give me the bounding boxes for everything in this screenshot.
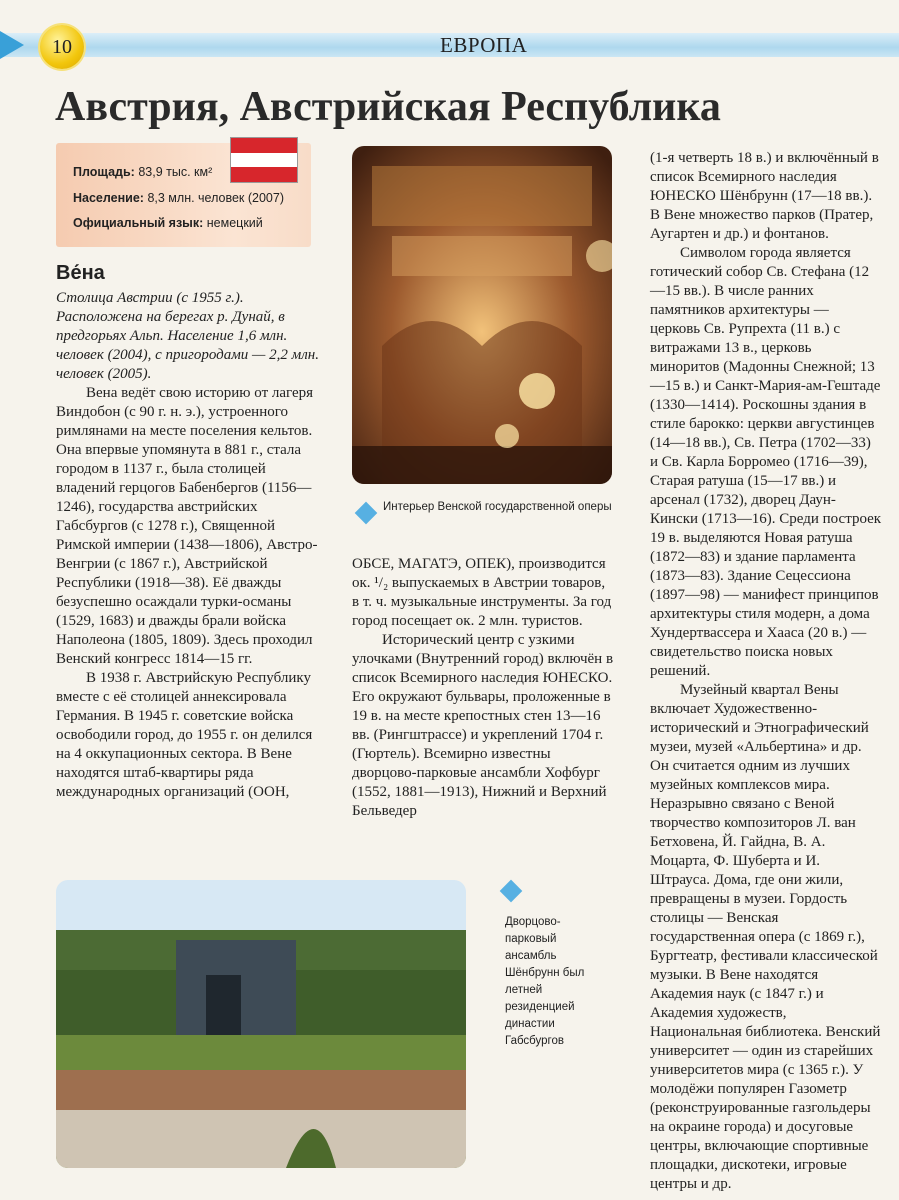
austria-flag-icon	[230, 137, 298, 183]
column-1	[56, 289, 319, 802]
section-title: ЕВРОПА	[440, 33, 528, 57]
economy-paragraph: ОБСЕ, МАГАТЭ, ОПЕК), производится ок. ¹/₂ выпускаемых в Австрии товаров, в т. ч. музыкальные инструменты. За год город посещает ок. 2 млн. туристов.	[352, 556, 612, 629]
header-arrow-icon	[0, 31, 24, 59]
population-label: Население:	[73, 191, 144, 205]
population-fact	[73, 191, 284, 205]
column-3	[650, 149, 882, 1194]
language-fact	[73, 216, 263, 230]
area-value: 83,9 тыс. км²	[138, 165, 213, 179]
population-value: 8,3 млн. человек (2007)	[147, 191, 285, 205]
caption-marker-icon	[500, 880, 523, 903]
opera-caption: Интерьер Венской государственной оперы	[383, 501, 612, 513]
parks-paragraph: (1-я четверть 18 в.) и включённый в список Всемирного наследия ЮНЕСКО Шёнбрунн (17—18 вв.). В Вене множество парков (Пратер, Аугартен и др.) и фонтанов.	[650, 150, 879, 242]
history-paragraph: Вена ведёт свою историю от лагеря Виндобон (с 90 г. н. э.), устроенного римлянами на месте поселения кельтов. Она впервые упомянута в 881 г., стала городом в 1137 г., была столицей владений герцогов Бабенбергов (1156—1246), государства австрийских Габсбургов (с 1278 г.), Священной Римской империи (1438—1806), Австро-Венгрии (с 1867 г.), Австрийской Республики (1918—38). Её дважды безуспешно осаждали турки-османы (1529, 1683) и дважды брали войска Наполеона (1805, 1809). Здесь проходил Венский конгресс 1814—15 гг.	[56, 385, 318, 667]
city-heading: Ве́на	[56, 262, 105, 284]
opera-interior-photo	[352, 146, 612, 484]
modern-history-paragraph: В 1938 г. Австрийскую Республику вместе с её столицей аннексировала Германия. В 1945 г. советские войска освободили город, до 1955 г. он делился на 4 оккупационных сектора. В Вене находятся штаб-квартиры ряда международных организаций (ООН,	[56, 670, 313, 800]
column-2	[352, 555, 614, 821]
page-title: Австрия, Австрийская Республика	[55, 84, 721, 130]
language-value: немецкий	[206, 216, 263, 230]
historic-center-paragraph: Исторический центр с узкими улочками (Внутренний город) включён в список Всемирного наследия ЮНЕСКО. Его окружают бульвары, проложенные в 19 в. на месте крепостных стен 13—16 вв. (Рингштрассе) и укреплений 1704 г. (Гюртель). Всемирно известны дворцово-парковые ансамбли Хофбург (1552, 1881—1913), Нижний и Верхний Бельведер	[352, 632, 614, 819]
museums-paragraph: Музейный квартал Вены включает Художественно-исторический и Этнографический музеи, музей «Альбертина» и др. Он считается одним из лучших музейных комплексов мира. Неразрывно связано с Веной творчество композиторов Л. ван Бетховена, Й. Гайдна, В. А. Моцарта, Ф. Шуберта и И. Штрауса. Дома, где они жили, превращены в музеи. Гордость столицы — Венская государственная опера (с 1869 г.), Бургтеатр, фестивали классической музыки. В Вене находятся Академия наук (с 1847 г.) и Академия художеств, Национальная библиотека. Венский университет — один из старейших университетов мира (с 1365 г.). У молодёжи популярен Газометр (реконструированные газгольдеры на окраине города) и досуговые центры, включающие спортивные площадки, дискотеки, игровые центры и др.	[650, 682, 881, 1192]
city-intro: Столица Австрии (с 1955 г.). Расположена на берегах р. Дунай, в предгорьях Альп. Население 1,6 млн. человек (2004), с пригородами — 2,2 млн. человек (2005).	[56, 290, 319, 382]
caption-marker-icon	[355, 502, 378, 525]
architecture-paragraph: Символом города является готический собор Св. Стефана (12—15 вв.). В числе ранних памятников архитектуры — церковь Св. Рупрехта (11 в.) с витражами 13 в., церковь миноритов (Мадонны Снежной; 13—15 в.) и Санкт-Мария-ам-Гештаде (1330—1414). Роскошны здания в стиле барокко: церкви августинцев (14—18 вв.), Св. Петра (1702—33) и Св. Карла Борромео (1716—39), Старая ратуша (15—17 вв.) и арсенал (1732), дворец Даун-Кински (1713—16). Среди построек 19 в. выделяются Новая ратуша (1872—83) и здание парламента (1873—83). Здание Сецессиона (1897—98) — манифест принципов архитектуры стиля модерн, а дома Хундертвассера и Хааса (20 в.) — свидетельство поиска новых решений.	[650, 245, 882, 679]
language-label: Официальный язык:	[73, 216, 204, 230]
area-label: Площадь:	[73, 165, 135, 179]
area-fact	[73, 165, 212, 179]
schonbrunn-caption: Дворцово-парковый ансамбль Шёнбрунн был летней резиденцией династии Габсбургов	[505, 916, 585, 1047]
schonbrunn-photo	[56, 880, 466, 1168]
page-number: 10	[40, 25, 84, 69]
